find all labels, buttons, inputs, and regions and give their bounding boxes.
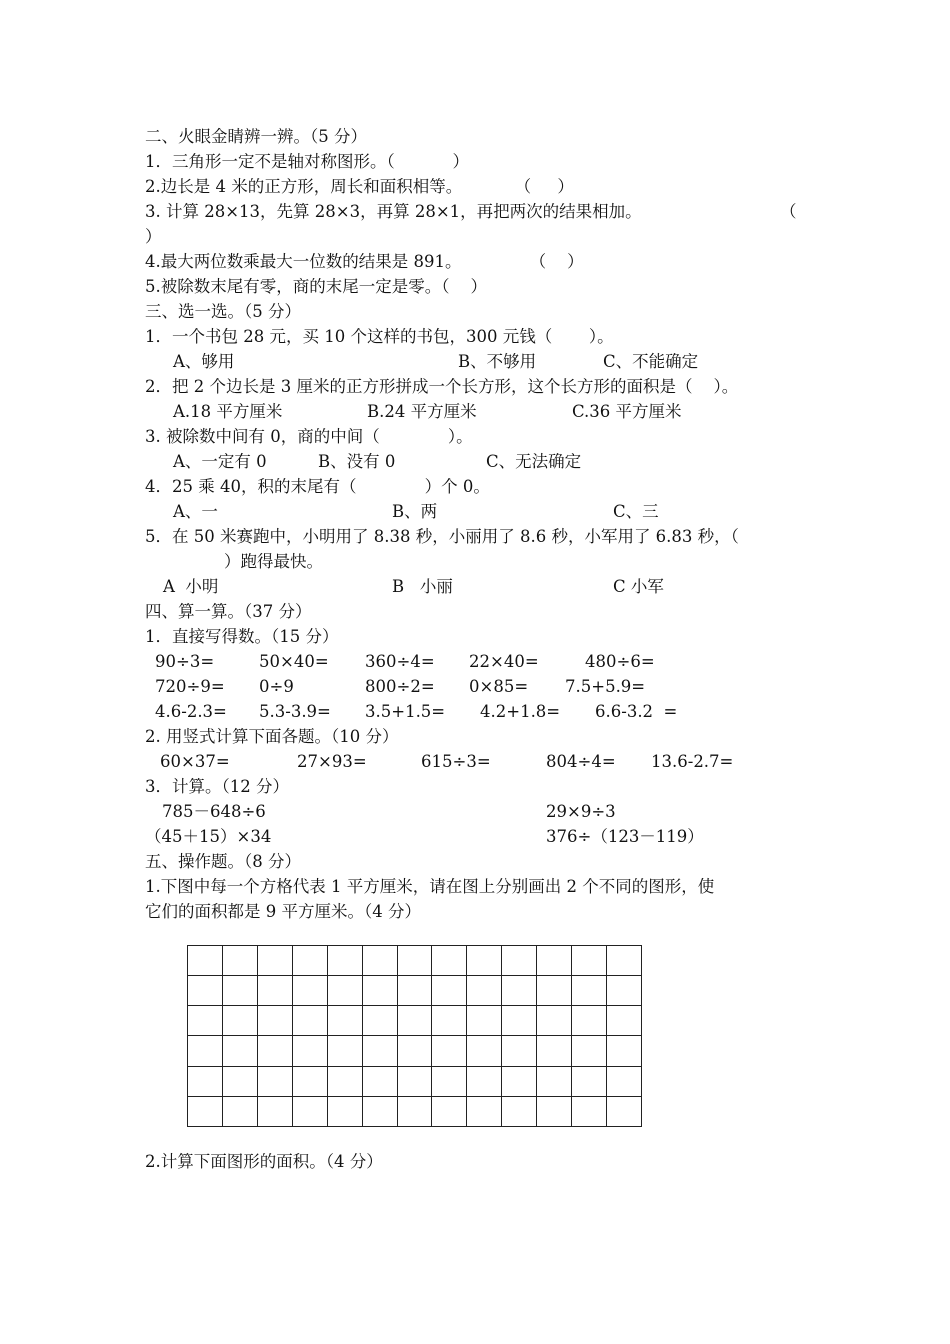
s2-question-5: 5.被除数末尾有零，商的末尾一定是零。（ ） — [145, 277, 487, 296]
grid-cell — [537, 976, 572, 1006]
s3-question-4: 4．25 乘 40，积的末尾有（ ）个 0。 — [145, 477, 490, 496]
grid-cell — [363, 1097, 398, 1127]
grid-cell — [467, 976, 502, 1006]
grid-cell — [467, 1097, 502, 1127]
grid-cell — [223, 1036, 258, 1066]
grid-cell — [188, 946, 223, 976]
grid-cell — [293, 1067, 328, 1097]
grid-cell — [223, 1067, 258, 1097]
s4-part-1: 1．直接写得数。（15 分） — [145, 627, 339, 646]
grid-cell — [223, 1097, 258, 1127]
mixed-calc-item: 785－648÷6 — [162, 802, 266, 821]
oral-calc-item: 6.6-3.2 = — [595, 702, 678, 721]
grid-cell — [572, 1006, 607, 1036]
oral-calc-item: 4.2+1.8= — [480, 702, 561, 721]
square-grid — [187, 945, 642, 1127]
s5-question-1: 1.下图中每一个方格代表 1 平方厘米，请在图上分别画出 2 个不同的图形，使 — [145, 877, 715, 896]
grid-cell — [188, 976, 223, 1006]
mixed-calc-item: 29×9÷3 — [546, 802, 616, 821]
grid-cell — [328, 946, 363, 976]
oral-calc-item: 480÷6= — [585, 652, 655, 671]
grid-cell — [432, 1097, 467, 1127]
mixed-calc-item: （45＋15）×34 — [145, 827, 272, 846]
s3-q5-option-b: B 小丽 — [392, 577, 453, 596]
vertical-calc-item: 27×93= — [297, 752, 367, 771]
s4-part-3: 3．计算。（12 分） — [145, 777, 289, 796]
grid-cell — [363, 1036, 398, 1066]
oral-calc-item: 360÷4= — [365, 652, 435, 671]
grid-cell — [432, 976, 467, 1006]
vertical-calc-item: 60×37= — [160, 752, 230, 771]
grid-cell — [572, 1067, 607, 1097]
grid-cell — [502, 946, 537, 976]
grid-cell — [363, 946, 398, 976]
vertical-calc-item: 13.6-2.7= — [651, 752, 734, 771]
mixed-calc-item: 376÷（123－119） — [546, 827, 704, 846]
grid-cell — [607, 1006, 642, 1036]
s3-q3-option-b: B、没有 0 — [318, 452, 396, 471]
grid-cell — [293, 976, 328, 1006]
grid-cell — [432, 946, 467, 976]
oral-calc-item: 720÷9= — [155, 677, 225, 696]
grid-cell — [258, 976, 293, 1006]
oral-calc-item: 4.6-2.3= — [155, 702, 227, 721]
grid-cell — [258, 1097, 293, 1127]
grid-cell — [537, 1036, 572, 1066]
grid-cell — [432, 1006, 467, 1036]
s3-q2-option-a: A.18 平方厘米 — [173, 402, 283, 421]
grid-cell — [432, 1067, 467, 1097]
s4-part-2: 2. 用竖式计算下面各题。（10 分） — [145, 727, 399, 746]
grid-cell — [572, 946, 607, 976]
s5-question-2: 2.计算下面图形的面积。（4 分） — [145, 1152, 383, 1171]
grid-cell — [537, 946, 572, 976]
s3-question-3: 3. 被除数中间有 0，商的中间（ ）。 — [145, 427, 473, 446]
grid-cell — [398, 1036, 433, 1066]
grid-cell — [607, 946, 642, 976]
grid-cell — [467, 946, 502, 976]
s3-q4-option-b: B、两 — [392, 502, 438, 521]
grid-cell — [328, 1006, 363, 1036]
grid-cell — [398, 946, 433, 976]
grid-cell — [258, 1006, 293, 1036]
oral-calc-item: 0×85= — [469, 677, 529, 696]
grid-cell — [258, 1067, 293, 1097]
grid-cell — [223, 976, 258, 1006]
grid-cell — [432, 1036, 467, 1066]
s2-question-4: 4.最大两位数乘最大一位数的结果是 891。 （ ） — [145, 252, 584, 271]
s3-q3-option-a: A、一定有 0 — [173, 452, 267, 471]
s3-q2-option-c: C.36 平方厘米 — [572, 402, 682, 421]
s3-question-5: 5．在 50 米赛跑中，小明用了 8.38 秒，小丽用了 8.6 秒，小军用了 6.83 秒，（ — [145, 527, 739, 546]
grid-cell — [607, 976, 642, 1006]
grid-cell — [572, 1036, 607, 1066]
vertical-calc-item: 615÷3= — [421, 752, 491, 771]
grid-cell — [398, 1067, 433, 1097]
s3-q5-option-a: A 小明 — [163, 577, 219, 596]
section-5-title: 五、操作题。（8 分） — [145, 852, 301, 871]
grid-cell — [572, 976, 607, 1006]
s3-q3-option-c: C、无法确定 — [486, 452, 582, 471]
s3-q2-option-b: B.24 平方厘米 — [367, 402, 477, 421]
grid-cell — [607, 1036, 642, 1066]
grid-cell — [293, 1097, 328, 1127]
oral-calc-item: 3.5+1.5= — [365, 702, 446, 721]
grid-cell — [502, 976, 537, 1006]
grid-cell — [293, 1006, 328, 1036]
s3-question-2: 2．把 2 个边长是 3 厘米的正方形拼成一个长方形，这个长方形的面积是（ ）。 — [145, 377, 739, 396]
s3-q4-option-a: A、一 — [173, 502, 218, 521]
s2-question-3-paren-open: （ — [780, 202, 797, 221]
oral-calc-item: 800÷2= — [365, 677, 435, 696]
s3-question-5-cont: ）跑得最快。 — [224, 552, 323, 571]
grid-cell — [188, 1036, 223, 1066]
grid-cell — [223, 1006, 258, 1036]
grid-cell — [502, 1006, 537, 1036]
grid-cell — [188, 1067, 223, 1097]
grid-cell — [502, 1097, 537, 1127]
grid-cell — [363, 1006, 398, 1036]
oral-calc-item: 5.3-3.9= — [259, 702, 331, 721]
grid-cell — [293, 1036, 328, 1066]
oral-calc-item: 90÷3= — [155, 652, 215, 671]
grid-cell — [328, 1036, 363, 1066]
grid-cell — [363, 976, 398, 1006]
oral-calc-item: 7.5+5.9= — [565, 677, 646, 696]
grid-cell — [467, 1036, 502, 1066]
grid-cell — [398, 1006, 433, 1036]
s3-q1-option-c: C、不能确定 — [603, 352, 699, 371]
s2-question-3-paren-close: ） — [145, 227, 162, 246]
grid-cell — [328, 1067, 363, 1097]
grid-cell — [223, 946, 258, 976]
grid-cell — [188, 1006, 223, 1036]
grid-cell — [607, 1097, 642, 1127]
s5-question-1-cont: 它们的面积都是 9 平方厘米。（4 分） — [145, 902, 421, 921]
grid-cell — [293, 946, 328, 976]
grid-cell — [467, 1006, 502, 1036]
section-4-title: 四、算一算。（37 分） — [145, 602, 312, 621]
grid-cell — [537, 1067, 572, 1097]
grid-cell — [467, 1067, 502, 1097]
oral-calc-item: 50×40= — [259, 652, 329, 671]
grid-cell — [328, 1097, 363, 1127]
grid-cell — [537, 1006, 572, 1036]
oral-calc-item: 22×40= — [469, 652, 539, 671]
grid-cell — [363, 1067, 398, 1097]
grid-cell — [258, 1036, 293, 1066]
section-3-title: 三、选一选。（5 分） — [145, 302, 301, 321]
oral-calc-item: 0÷9 — [259, 677, 294, 696]
s2-question-2: 2.边长是 4 米的正方形，周长和面积相等。 （ ） — [145, 177, 574, 196]
s3-q1-option-a: A、够用 — [173, 352, 235, 371]
grid-cell — [258, 946, 293, 976]
grid-cell — [328, 976, 363, 1006]
s2-question-1: 1．三角形一定不是轴对称图形。（ ） — [145, 152, 469, 171]
grid-cell — [398, 976, 433, 1006]
s3-question-1: 1．一个书包 28 元，买 10 个这样的书包，300 元钱（ ）。 — [145, 327, 614, 346]
vertical-calc-item: 804÷4= — [546, 752, 616, 771]
s2-question-3: 3. 计算 28×13，先算 28×3，再算 28×1，再把两次的结果相加。 — [145, 202, 642, 221]
s3-q4-option-c: C、三 — [613, 502, 659, 521]
section-2-title: 二、火眼金睛辨一辨。（5 分） — [145, 127, 367, 146]
grid-cell — [188, 1097, 223, 1127]
grid-cell — [572, 1097, 607, 1127]
grid-cell — [502, 1067, 537, 1097]
grid-cell — [502, 1036, 537, 1066]
grid-cell — [607, 1067, 642, 1097]
s3-q5-option-c: C 小军 — [613, 577, 664, 596]
grid-cell — [537, 1097, 572, 1127]
s3-q1-option-b: B、不够用 — [458, 352, 537, 371]
grid-cell — [398, 1097, 433, 1127]
